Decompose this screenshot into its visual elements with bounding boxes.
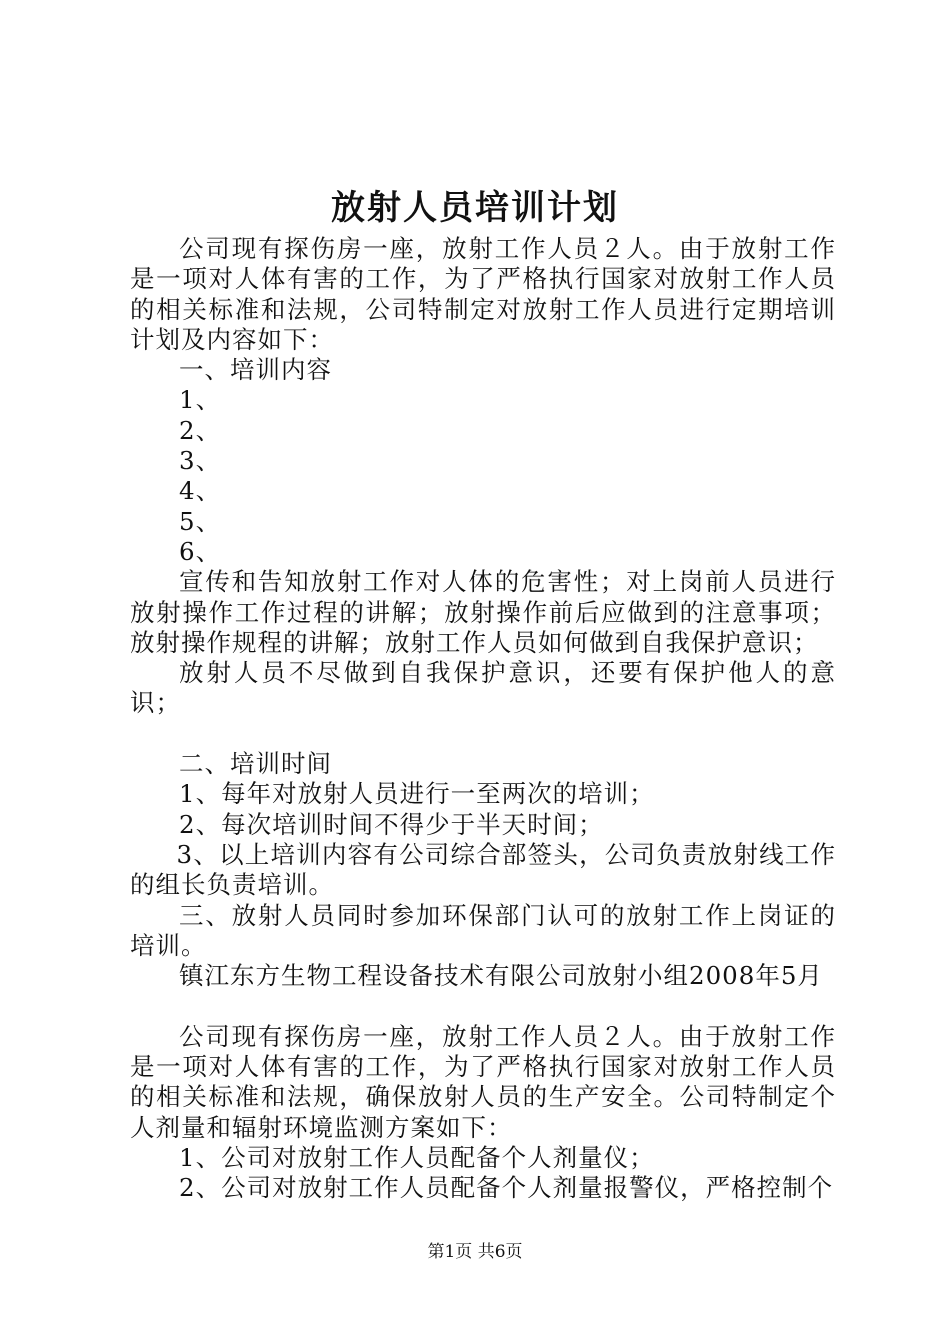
paragraph-dosimetry-intro: 公司现有探伤房一座，放射工作人员２人。由于放射工作是一项对人体有害的工作，为了严格执行国家对放射工作人员的相关标准和法规，确保放射人员的生产安全。公司特制定个人剂量和辐射环境监测方案如下： xyxy=(130,1021,836,1142)
list-item: 2、每次培训时间不得少于半天时间； xyxy=(179,809,604,839)
page-footer: 第1页 共6页 xyxy=(427,1242,523,1262)
list-item: 3、以上培训内容有公司综合部签头，公司负责放射线工作的组长负责培训。 xyxy=(130,839,836,900)
section-heading-training-time: 二、培训时间 xyxy=(179,749,332,779)
list-item: 1、 xyxy=(179,385,222,415)
list-item: 2、 xyxy=(179,415,222,445)
paragraph-protection-awareness: 放射人员不尽做到自我保护意识，还要有保护他人的意识； xyxy=(130,658,836,718)
blank-line xyxy=(130,719,836,749)
document-title: 放射人员培训计划 xyxy=(331,188,619,228)
paragraph-intro: 公司现有探伤房一座，放射工作人员２人。由于放射工作是一项对人体有害的工作，为了严格执行国家对放射工作人员的相关标准和法规，公司特制定对放射工作人员进行定期培训计划及内容如下： xyxy=(130,234,836,354)
list-item: 4、 xyxy=(179,476,222,506)
document-body xyxy=(130,234,836,1204)
section-heading-certification: 三、放射人员同时参加环保部门认可的放射工作上岗证的培训。 xyxy=(130,900,836,960)
signature-line: 镇江东方生物工程设备技术有限公司放射小组2008年5月 xyxy=(179,961,823,991)
list-item: 1、公司对放射工作人员配备个人剂量仪； xyxy=(179,1142,655,1172)
blank-line xyxy=(130,991,836,1021)
list-item: 3、 xyxy=(179,446,222,476)
paragraph-training-topics: 宣传和告知放射工作对人体的危害性；对上岗前人员进行放射操作工作过程的讲解；放射操作前后应做到的注意事项；放射操作规程的讲解；放射工作人员如何做到自我保护意识； xyxy=(130,567,836,657)
list-item: 1、每年对放射人员进行一至两次的培训； xyxy=(179,779,655,809)
section-heading-training-content: 一、培训内容 xyxy=(179,355,332,385)
list-item: 5、 xyxy=(179,506,222,536)
list-item: 6、 xyxy=(179,536,222,566)
list-item: 2、公司对放射工作人员配备个人剂量报警仪，严格控制个 xyxy=(179,1173,834,1203)
